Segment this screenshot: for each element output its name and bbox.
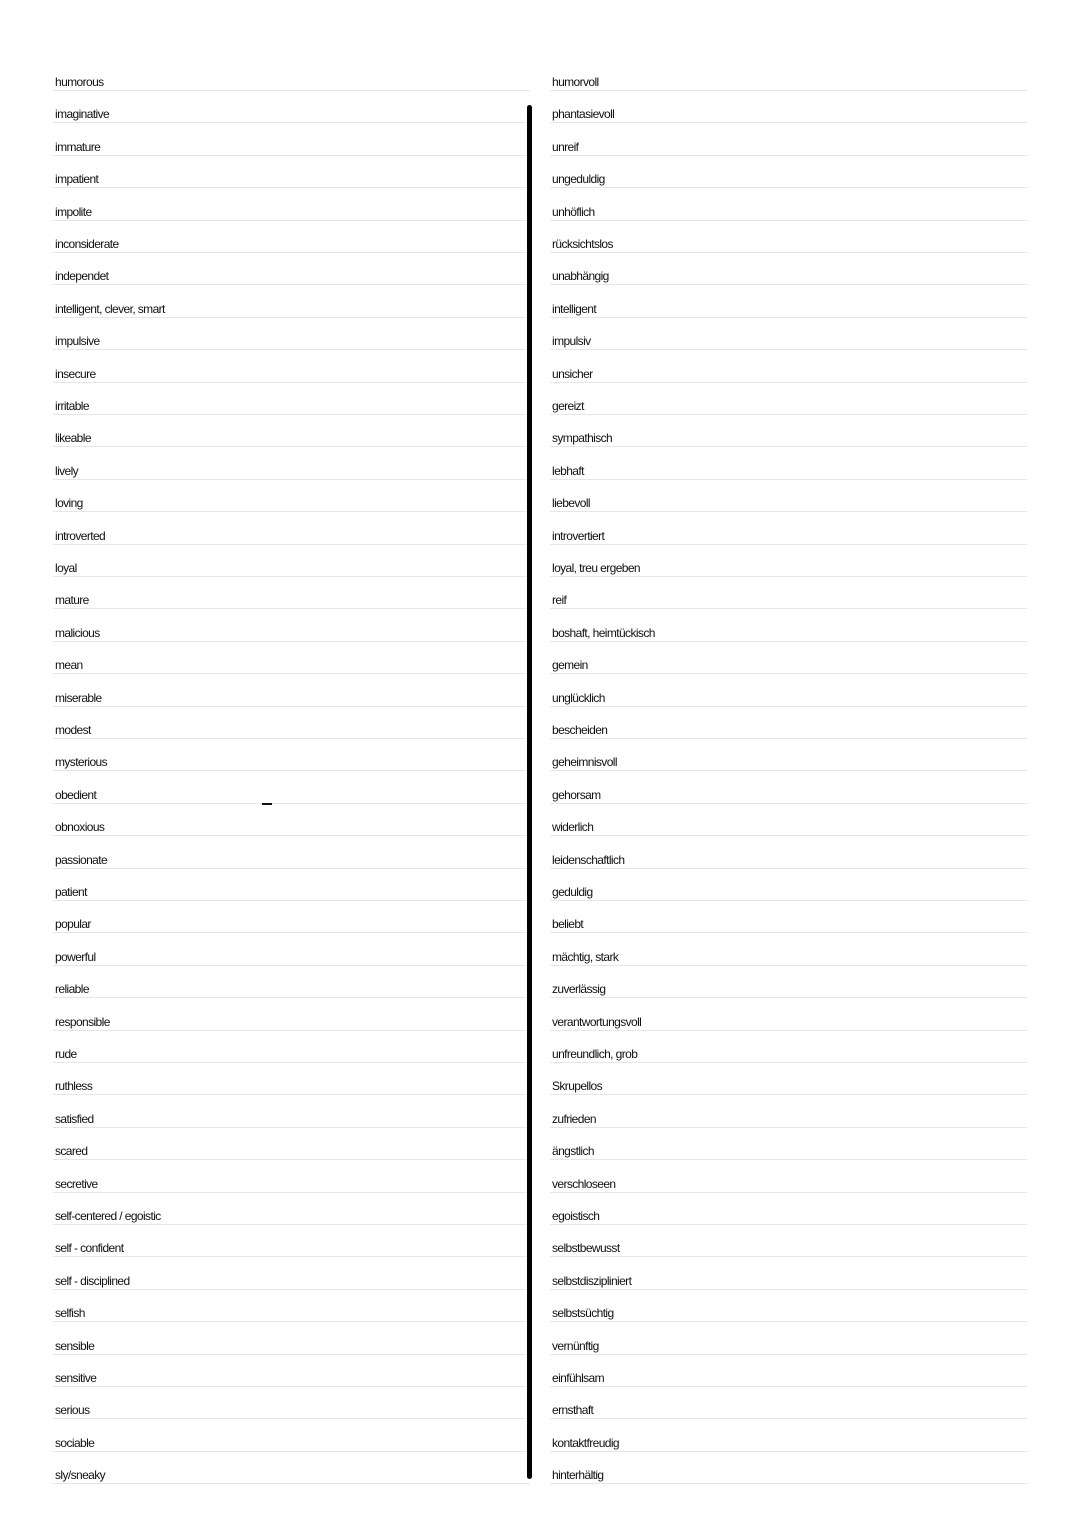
english-vocab-row — [53, 1070, 530, 1095]
german-vocab-row — [550, 455, 1027, 480]
english-vocab-row — [53, 1394, 530, 1419]
german-vocab-row — [550, 552, 1027, 577]
german-word: gemein — [552, 658, 588, 673]
german-word: zuverlässig — [552, 982, 606, 997]
english-vocab-row — [53, 1200, 530, 1225]
german-word: zufrieden — [552, 1111, 596, 1126]
german-word: humorvoll — [552, 75, 599, 89]
column-divider — [527, 105, 532, 1479]
german-vocab-row — [550, 196, 1027, 221]
english-vocab-row — [53, 390, 530, 415]
english-word: miserable — [55, 690, 102, 705]
english-vocab-row — [53, 1135, 530, 1160]
english-vocab-row — [53, 941, 530, 966]
german-word: unfreundlich, grob — [552, 1047, 638, 1061]
german-word: geduldig — [552, 885, 593, 899]
german-vocab-row — [550, 973, 1027, 998]
german-word: introvertiert — [552, 528, 605, 543]
english-vocab-row — [53, 617, 530, 642]
english-vocab-row — [53, 1006, 530, 1031]
english-word: self - disciplined — [55, 1273, 130, 1288]
english-vocab-row — [53, 1168, 530, 1193]
english-vocab-row — [53, 163, 530, 188]
german-vocab-row — [550, 1459, 1027, 1484]
german-vocab-row — [550, 422, 1027, 447]
english-vocab-row — [53, 260, 530, 285]
english-word: secretive — [55, 1176, 98, 1191]
german-vocab-row — [550, 520, 1027, 545]
german-word: vernünftig — [552, 1338, 599, 1353]
english-word: sly/sneaky — [55, 1468, 106, 1483]
english-word: insecure — [55, 366, 96, 381]
german-vocab-row — [550, 390, 1027, 415]
german-word: bescheiden — [552, 723, 608, 737]
english-vocab-row — [53, 455, 530, 480]
german-word: unsicher — [552, 366, 593, 381]
german-vocab-row — [550, 682, 1027, 707]
english-word: modest — [55, 723, 91, 737]
english-vocab-row — [53, 98, 530, 123]
german-word: egoistisch — [552, 1209, 600, 1223]
english-word: loyal — [55, 561, 77, 575]
german-word: ängstlich — [552, 1144, 594, 1159]
german-word: selbstdiszipliniert — [552, 1273, 632, 1288]
english-word: introverted — [55, 528, 106, 543]
german-vocab-row — [550, 260, 1027, 285]
english-word: impatient — [55, 172, 99, 187]
english-vocab-row — [53, 325, 530, 350]
german-word: reif — [552, 593, 567, 608]
german-word: rücksichtslos — [552, 237, 613, 251]
english-word: irritable — [55, 399, 89, 413]
english-vocab-row — [53, 422, 530, 447]
english-vocab-row — [53, 908, 530, 933]
english-word: independet — [55, 269, 109, 284]
german-vocab-row — [550, 1394, 1027, 1419]
german-vocab-row — [550, 649, 1027, 674]
german-vocab-row — [550, 228, 1027, 253]
german-vocab-row — [550, 358, 1027, 383]
german-word: boshaft, heimtückisch — [552, 625, 655, 640]
german-vocab-row — [550, 811, 1027, 836]
english-word: sensible — [55, 1338, 95, 1353]
german-vocab-row — [550, 325, 1027, 350]
german-vocab-row — [550, 98, 1027, 123]
german-vocab-row — [550, 1038, 1027, 1063]
english-vocab-row — [53, 228, 530, 253]
english-word: impulsive — [55, 334, 100, 349]
german-vocab-row — [550, 1103, 1027, 1128]
english-word: ruthless — [55, 1079, 93, 1094]
english-word: powerful — [55, 949, 96, 964]
english-word: serious — [55, 1403, 90, 1418]
english-vocab-row — [53, 973, 530, 998]
german-word: impulsiv — [552, 334, 591, 349]
english-word: obnoxious — [55, 820, 105, 835]
german-vocab-row — [550, 1330, 1027, 1355]
german-vocab-row — [550, 714, 1027, 739]
german-vocab-row — [550, 1006, 1027, 1031]
english-vocab-row — [53, 66, 530, 91]
german-vocab-row — [550, 1200, 1027, 1225]
german-vocab-row — [550, 617, 1027, 642]
german-vocab-row — [550, 876, 1027, 901]
english-word: humorous — [55, 75, 104, 89]
english-word: satisfied — [55, 1111, 94, 1126]
english-word: rude — [55, 1047, 77, 1061]
german-vocab-row — [550, 487, 1027, 512]
german-word: selbstbewusst — [552, 1241, 620, 1256]
english-vocab-row — [53, 746, 530, 771]
german-vocab-row — [550, 163, 1027, 188]
english-vocab-row — [53, 844, 530, 869]
german-word: unabhängig — [552, 269, 609, 284]
english-word: intelligent, clever, smart — [55, 301, 165, 316]
german-word: geheimnisvoll — [552, 755, 617, 770]
english-word: loving — [55, 496, 83, 511]
german-vocab-row — [550, 844, 1027, 869]
english-word: mysterious — [55, 755, 108, 770]
english-word: popular — [55, 917, 91, 932]
english-vocab-row — [53, 649, 530, 674]
english-word: sensitive — [55, 1371, 97, 1385]
english-vocab-row — [53, 1038, 530, 1063]
english-word: inconsiderate — [55, 237, 119, 251]
german-word: unglücklich — [552, 690, 605, 705]
german-vocab-row — [550, 584, 1027, 609]
german-vocab-row — [550, 1265, 1027, 1290]
german-word: unreif — [552, 139, 579, 154]
english-vocab-row — [53, 1232, 530, 1257]
german-word: ernsthaft — [552, 1403, 594, 1418]
english-word: lively — [55, 463, 79, 478]
german-word: phantasievoll — [552, 107, 615, 122]
german-word: gereizt — [552, 399, 584, 413]
english-vocab-row — [53, 1103, 530, 1128]
german-word: leidenschaftlich — [552, 852, 625, 867]
german-word: gehorsam — [552, 787, 601, 802]
english-vocab-row — [53, 1297, 530, 1322]
english-word: mature — [55, 593, 89, 608]
english-word: malicious — [55, 625, 100, 640]
english-vocab-row — [53, 487, 530, 512]
german-word: verschloseen — [552, 1176, 616, 1191]
english-word: passionate — [55, 852, 108, 867]
german-vocab-row — [550, 66, 1027, 91]
german-word: mächtig, stark — [552, 949, 619, 964]
english-vocab-row — [53, 1362, 530, 1387]
english-word: likeable — [55, 431, 91, 446]
english-vocab-row — [53, 358, 530, 383]
english-word: reliable — [55, 982, 89, 997]
german-vocab-row — [550, 1168, 1027, 1193]
english-vocab-row — [53, 876, 530, 901]
german-word: intelligent — [552, 301, 597, 316]
german-word: sympathisch — [552, 431, 613, 446]
english-word: obedient — [55, 787, 97, 802]
german-word: einfühlsam — [552, 1371, 605, 1385]
english-vocab-row — [53, 1330, 530, 1355]
german-word: Skrupellos — [552, 1079, 603, 1094]
pen-mark — [262, 803, 272, 805]
german-word: lebhaft — [552, 463, 584, 478]
german-word: widerlich — [552, 820, 594, 835]
german-word: kontaktfreudig — [552, 1435, 619, 1450]
english-word: immature — [55, 139, 101, 154]
english-vocab-row — [53, 714, 530, 739]
german-word: liebevoll — [552, 496, 590, 511]
english-vocab-row — [53, 520, 530, 545]
english-vocab-row — [53, 779, 530, 804]
german-vocab-row — [550, 293, 1027, 318]
english-vocab-row — [53, 1265, 530, 1290]
german-vocab-row — [550, 941, 1027, 966]
german-vocab-row — [550, 1427, 1027, 1452]
german-word: beliebt — [552, 917, 584, 932]
english-word: self - confident — [55, 1241, 124, 1256]
english-vocab-row — [53, 131, 530, 156]
german-vocab-row — [550, 746, 1027, 771]
english-vocab-row — [53, 196, 530, 221]
german-vocab-row — [550, 1362, 1027, 1387]
english-vocab-row — [53, 1427, 530, 1452]
german-vocab-row — [550, 1232, 1027, 1257]
german-vocab-row — [550, 1135, 1027, 1160]
english-word: selfish — [55, 1306, 85, 1321]
english-word: imaginative — [55, 107, 110, 122]
english-word: scared — [55, 1144, 88, 1159]
english-word: impolite — [55, 204, 92, 219]
german-vocab-row — [550, 908, 1027, 933]
english-vocab-row — [53, 552, 530, 577]
english-vocab-row — [53, 811, 530, 836]
english-word: responsible — [55, 1014, 110, 1029]
german-vocab-row — [550, 1070, 1027, 1095]
english-vocab-row — [53, 293, 530, 318]
german-word: selbstsüchtig — [552, 1306, 614, 1321]
german-word: hinterhältig — [552, 1468, 604, 1483]
english-word: patient — [55, 885, 87, 899]
english-vocab-row — [53, 682, 530, 707]
german-vocab-row — [550, 1297, 1027, 1322]
english-word: sociable — [55, 1435, 95, 1450]
german-word: loyal, treu ergeben — [552, 561, 640, 575]
english-vocab-row — [53, 1459, 530, 1484]
german-word: ungeduldig — [552, 172, 605, 187]
english-vocab-row — [53, 584, 530, 609]
english-word: mean — [55, 658, 83, 673]
german-word: verantwortungsvoll — [552, 1014, 642, 1029]
german-word: unhöflich — [552, 204, 595, 219]
german-vocab-row — [550, 779, 1027, 804]
english-word: self-centered / egoistic — [55, 1209, 161, 1223]
german-vocab-row — [550, 131, 1027, 156]
